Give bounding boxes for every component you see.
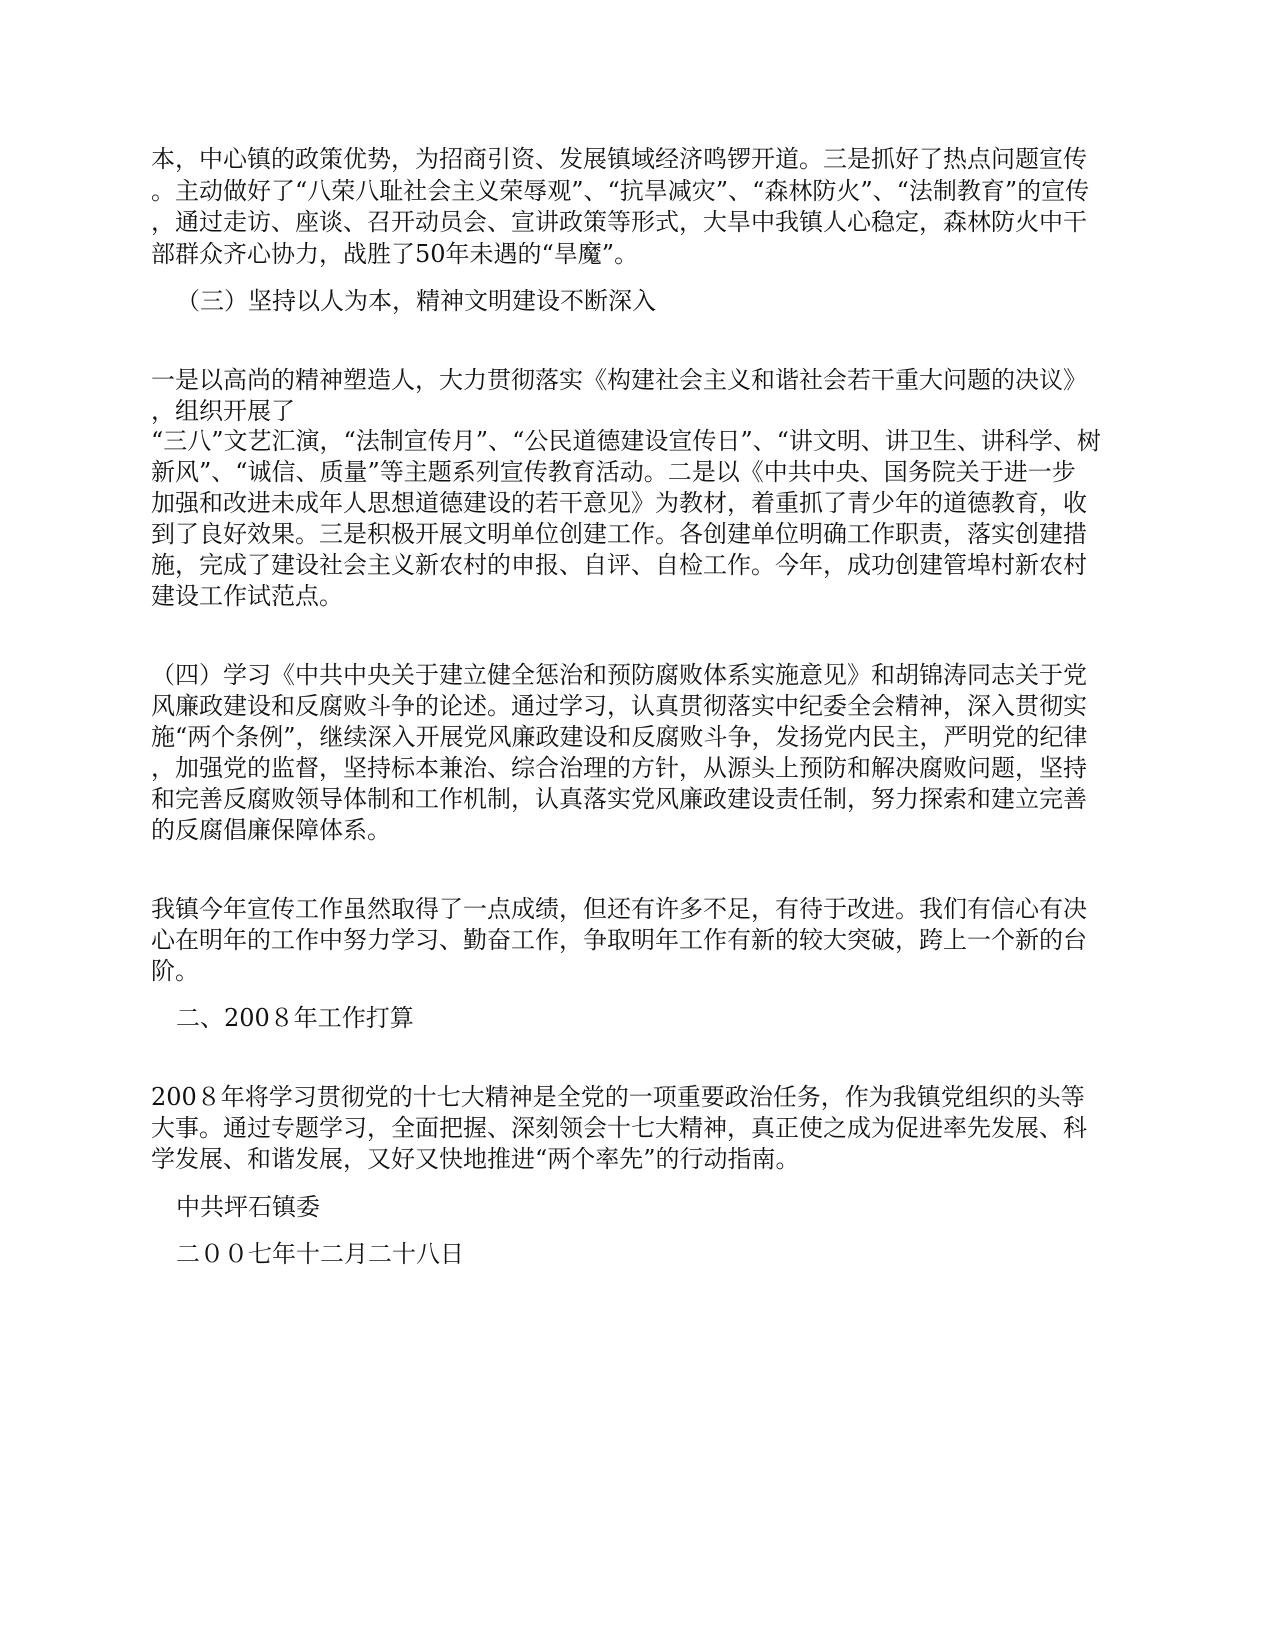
- body-line: 学发展、和谐发展，又好又快地推进“两个率先”的行动指南。: [151, 1145, 800, 1173]
- body-line: 阶。: [151, 957, 199, 985]
- body-line: 的反腐倡廉保障体系。: [151, 816, 391, 844]
- body-line: ，通过走访、座谈、召开动员会、宣讲政策等形式，大旱中我镇人心稳定，森林防火中干: [151, 208, 1087, 236]
- body-line: 加强和改进未成年人思想道德建设的若干意见》为教材，着重抓了青少年的道德教育，收: [151, 489, 1087, 517]
- body-line: 本，中心镇的政策优势，为招商引资、发展镇域经济鸣锣开道。三是抓好了热点问题宣传: [151, 145, 1087, 173]
- section-heading: 二、200８年工作打算: [176, 1004, 414, 1032]
- body-line: 和完善反腐败领导体制和工作机制，认真落实党风廉政建设责任制，努力探索和建立完善: [151, 785, 1087, 813]
- signature-organization: 中共坪石镇委: [176, 1193, 320, 1221]
- body-line: 到了良好效果。三是积极开展文明单位创建工作。各创建单位明确工作职责，落实创建措: [151, 520, 1087, 548]
- body-line: 施“两个条例”，继续深入开展党风廉政建设和反腐败斗争，发扬党内民主，严明党的纪律: [151, 723, 1088, 751]
- body-line: （四）学习《中共中央关于建立健全惩治和预防腐败体系实施意见》和胡锦涛同志关于党: [151, 661, 1087, 689]
- body-line: 一是以高尚的精神塑造人，大力贯彻落实《构建社会主义和谐社会若干重大问题的决议》: [151, 366, 1087, 394]
- body-line: 200８年将学习贯彻党的十七大精神是全党的一项重要政治任务，作为我镇党组织的头等: [151, 1083, 1085, 1111]
- body-line: 我镇今年宣传工作虽然取得了一点成绩，但还有许多不足，有待于改进。我们有信心有决: [151, 895, 1087, 923]
- section-heading: （三）坚持以人为本，精神文明建设不断深入: [176, 287, 656, 315]
- body-line: ，组织开展了: [151, 397, 295, 425]
- body-line: 施，完成了建设社会主义新农村的申报、自评、自检工作。今年，成功创建管埠村新农村: [151, 551, 1087, 579]
- body-line: ，加强党的监督，坚持标本兼治、综合治理的方针，从源头上预防和解决腐败问题，坚持: [151, 754, 1087, 782]
- body-line: “三八”文艺汇演，“法制宣传月”、“公民道德建设宣传日”、“讲文明、讲卫生、讲科学、树: [151, 427, 1101, 455]
- body-line: 心在明年的工作中努力学习、勤奋工作，争取明年工作有新的较大突破，跨上一个新的台: [151, 926, 1087, 954]
- body-line: 大事。通过专题学习，全面把握、深刻领会十七大精神，真正使之成为促进率先发展、科: [151, 1114, 1087, 1142]
- body-line: 风廉政建设和反腐败斗争的论述。通过学习，认真贯彻落实中纪委全会精神，深入贯彻实: [151, 692, 1087, 720]
- body-line: 。主动做好了“八荣八耻社会主义荣辱观”、“抗旱减灾”、“森林防火”、“法制教育”的宣传: [151, 177, 1090, 205]
- body-line: 部群众齐心协力，战胜了50年未遇的“旱魔”。: [151, 240, 639, 268]
- body-line: 新风”、“诚信、质量”等主题系列宣传教育活动。二是以《中共中央、国务院关于进一步: [151, 458, 1076, 486]
- body-line: 建设工作试范点。: [151, 582, 343, 610]
- signature-date: 二００七年十二月二十八日: [176, 1240, 464, 1268]
